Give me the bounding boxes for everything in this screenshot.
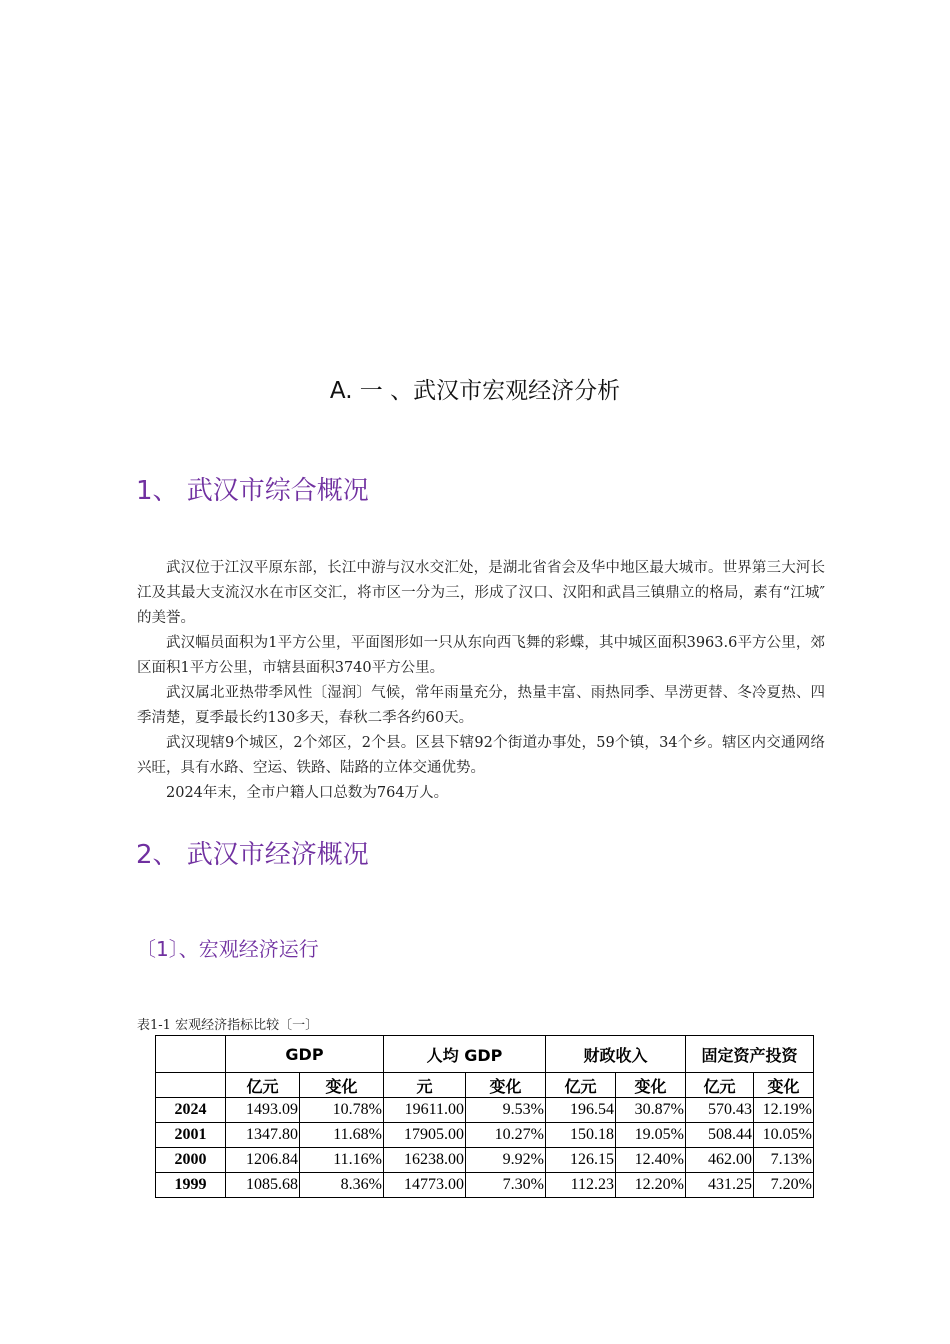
row-year: 2024 [156,1098,226,1123]
group-header-gdp-per-capita: 人均 GDP [384,1036,546,1073]
section-2-title: 2、 武汉市经济概况 [136,840,369,870]
table-cell: 10.27% [466,1123,546,1148]
subheader-cell: 亿元 [686,1073,754,1098]
subheader-cell: 亿元 [546,1073,616,1098]
table-subheader-blank [156,1073,226,1098]
row-year: 2000 [156,1148,226,1173]
table-cell: 9.53% [466,1098,546,1123]
table-cell: 11.68% [300,1123,384,1148]
subheader-cell: 亿元 [226,1073,300,1098]
table-row [156,1173,814,1198]
row-year: 2001 [156,1123,226,1148]
table-cell: 12.40% [616,1148,686,1173]
subheader-cell: 变化 [466,1073,546,1098]
table-cell: 1206.84 [226,1148,300,1173]
group-header-fixed-asset-investment: 固定资产投资 [686,1036,814,1073]
table-cell: 11.16% [300,1148,384,1173]
table-cell: 9.92% [466,1148,546,1173]
table-cell: 10.05% [754,1123,814,1148]
table-subheader-row [156,1073,814,1098]
table-cell: 508.44 [686,1123,754,1148]
table-group-header-row [156,1036,814,1073]
overview-paragraphs [137,556,825,806]
group-header-gdp: GDP [226,1036,384,1073]
table-cell: 7.13% [754,1148,814,1173]
table-caption: 表1-1 宏观经济指标比较〔一〕 [137,1018,319,1033]
subsection-title: 〔1〕、宏观经济运行 [136,937,319,961]
table-cell: 112.23 [546,1173,616,1198]
table-cell: 1085.68 [226,1173,300,1198]
subheader-cell: 变化 [300,1073,384,1098]
table-cell: 16238.00 [384,1148,466,1173]
paragraph-climate: 武汉属北亚热带季风性〔湿润〕气候，常年雨量充分，热量丰富、雨热同季、旱涝更替、冬冷夏热、四季清楚，夏季最长约130多天，春秋二季各约60天。 [137,685,825,726]
table-cell: 150.18 [546,1123,616,1148]
paragraph-districts: 武汉现辖9个城区，2个郊区，2个县。区县下辖92个街道办事处，59个镇，34个乡。辖区内交通网络兴旺，具有水路、空运、铁路、陆路的立体交通优势。 [137,735,825,776]
section-1-title: 1、 武汉市综合概况 [136,476,369,506]
table-cell: 12.20% [616,1173,686,1198]
table-cell: 8.36% [300,1173,384,1198]
row-year: 1999 [156,1173,226,1198]
group-header-fiscal-revenue: 财政收入 [546,1036,686,1073]
table-cell: 14773.00 [384,1173,466,1198]
table-cell: 126.15 [546,1148,616,1173]
subheader-cell: 变化 [754,1073,814,1098]
table-cell: 19611.00 [384,1098,466,1123]
table-row [156,1098,814,1123]
table-cell: 7.20% [754,1173,814,1198]
main-title: A. 一 、武汉市宏观经济分析 [329,378,621,404]
macro-indicator-table [155,1035,814,1198]
table-cell: 1493.09 [226,1098,300,1123]
table-cell: 431.25 [686,1173,754,1198]
paragraph-location: 武汉位于江汉平原东部，长江中游与汉水交汇处，是湖北省省会及华中地区最大城市。世界第三大河长江及其最大支流汉水在市区交汇，将市区一分为三，形成了汉口、汉阳和武昌三镇鼎立的格局，素有“江城″的美誉。 [137,560,825,626]
table-cell: 19.05% [616,1123,686,1148]
table-row [156,1148,814,1173]
table-cell: 10.78% [300,1098,384,1123]
table-corner-cell [156,1036,226,1073]
table-cell: 17905.00 [384,1123,466,1148]
table-cell: 1347.80 [226,1123,300,1148]
table-cell: 570.43 [686,1098,754,1123]
table-cell: 462.00 [686,1148,754,1173]
subheader-cell: 变化 [616,1073,686,1098]
table-cell: 12.19% [754,1098,814,1123]
table-cell: 7.30% [466,1173,546,1198]
paragraph-area: 武汉幅员面积为1平方公里，平面图形如一只从东向西飞舞的彩蝶，其中城区面积3963.6平方公里，郊区面积1平方公里，市辖县面积3740平方公里。 [137,635,825,676]
paragraph-population: 2024年末，全市户籍人口总数为764万人。 [166,785,449,801]
table-row [156,1123,814,1148]
table-cell: 196.54 [546,1098,616,1123]
table-cell: 30.87% [616,1098,686,1123]
subheader-cell: 元 [384,1073,466,1098]
